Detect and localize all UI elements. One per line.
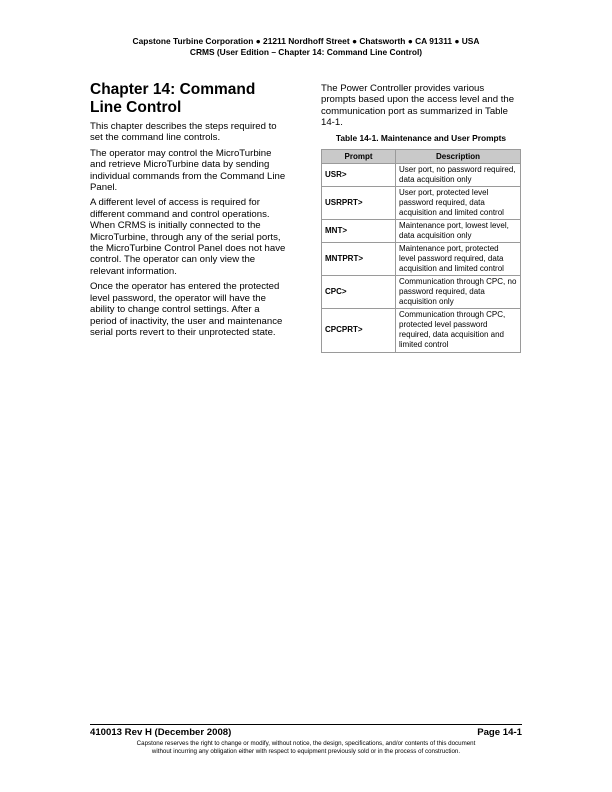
footer-notice-line: without incurring any obligation either with respect to equipment previously sold or in the process of construction. (151, 748, 461, 756)
description-cell: Maintenance port, lowest level, data acquisition only (396, 219, 521, 242)
table-row (322, 308, 521, 352)
right-column (321, 83, 521, 353)
description-cell: Communication through CPC, no password required, data acquisition only (396, 275, 521, 308)
prompt-cell: USRPRT> (322, 186, 396, 219)
footer-rule (90, 724, 522, 725)
prompt-cell: CPC> (322, 275, 396, 308)
description-cell: User port, protected level password required, data acquisition and limited control (396, 186, 521, 219)
footer-notice-line: Capstone reserves the right to change or modify, without notice, the design, specifications, and/or contents of this document (136, 740, 476, 747)
table-row (322, 242, 521, 275)
footer-document-id: 410013 Rev H (December 2008) (90, 727, 232, 738)
table-row (322, 275, 521, 308)
page-header (0, 36, 612, 58)
header-company-line: Capstone Turbine Corporation ● 21211 Nordhoff Street ● Chatsworth ● CA 91311 ● USA (132, 36, 480, 46)
footer-notice (90, 740, 522, 757)
left-column (90, 81, 286, 342)
paragraph: The operator may control the MicroTurbine and retrieve MicroTurbine data by sending individual commands from the Command Line Panel. (90, 147, 286, 194)
column-header-prompt: Prompt (322, 149, 396, 163)
paragraph: This chapter describes the steps required to set the command line controls. (90, 121, 277, 144)
table-row (322, 186, 521, 219)
table-caption: Table 14-1. Maintenance and User Prompts (335, 132, 507, 143)
header-document-line: CRMS (User Edition – Chapter 14: Command Line Control) (189, 47, 423, 57)
paragraph: A different level of access is required for different command and control operations. When CRMS is initially connected to the MicroTurbine, through any of the serial ports, the MicroTurbine Control Panel does not have control. The operator can only view the relevant information. (90, 197, 286, 277)
paragraph: Once the operator has entered the protected level password, the operator will have the ability to change control settings. After a period of inactivity, the user and maintenance serial ports revert to their unprotected state. (90, 281, 283, 338)
prompt-cell: MNTPRT> (322, 242, 396, 275)
footer-page-number: Page 14-1 (477, 727, 522, 738)
column-header-description: Description (396, 149, 521, 163)
table-header-row (322, 149, 521, 163)
description-cell: Maintenance port, protected level password required, data acquisition and limited control (396, 242, 521, 275)
table-row (322, 219, 521, 242)
table-row (322, 163, 521, 186)
prompts-table (321, 149, 521, 353)
chapter-title: Chapter 14: Command Line Control (90, 81, 256, 116)
prompt-cell: USR> (322, 163, 396, 186)
table-intro: The Power Controller provides various prompts based upon the access level and the communication port as summarized in Table 14-1. (321, 83, 515, 129)
description-cell: Communication through CPC, protected level password required, data acquisition and limited control (396, 308, 521, 352)
prompt-cell: MNT> (322, 219, 396, 242)
description-cell: User port, no password required, data acquisition only (396, 163, 521, 186)
prompt-cell: CPCPRT> (322, 308, 396, 352)
